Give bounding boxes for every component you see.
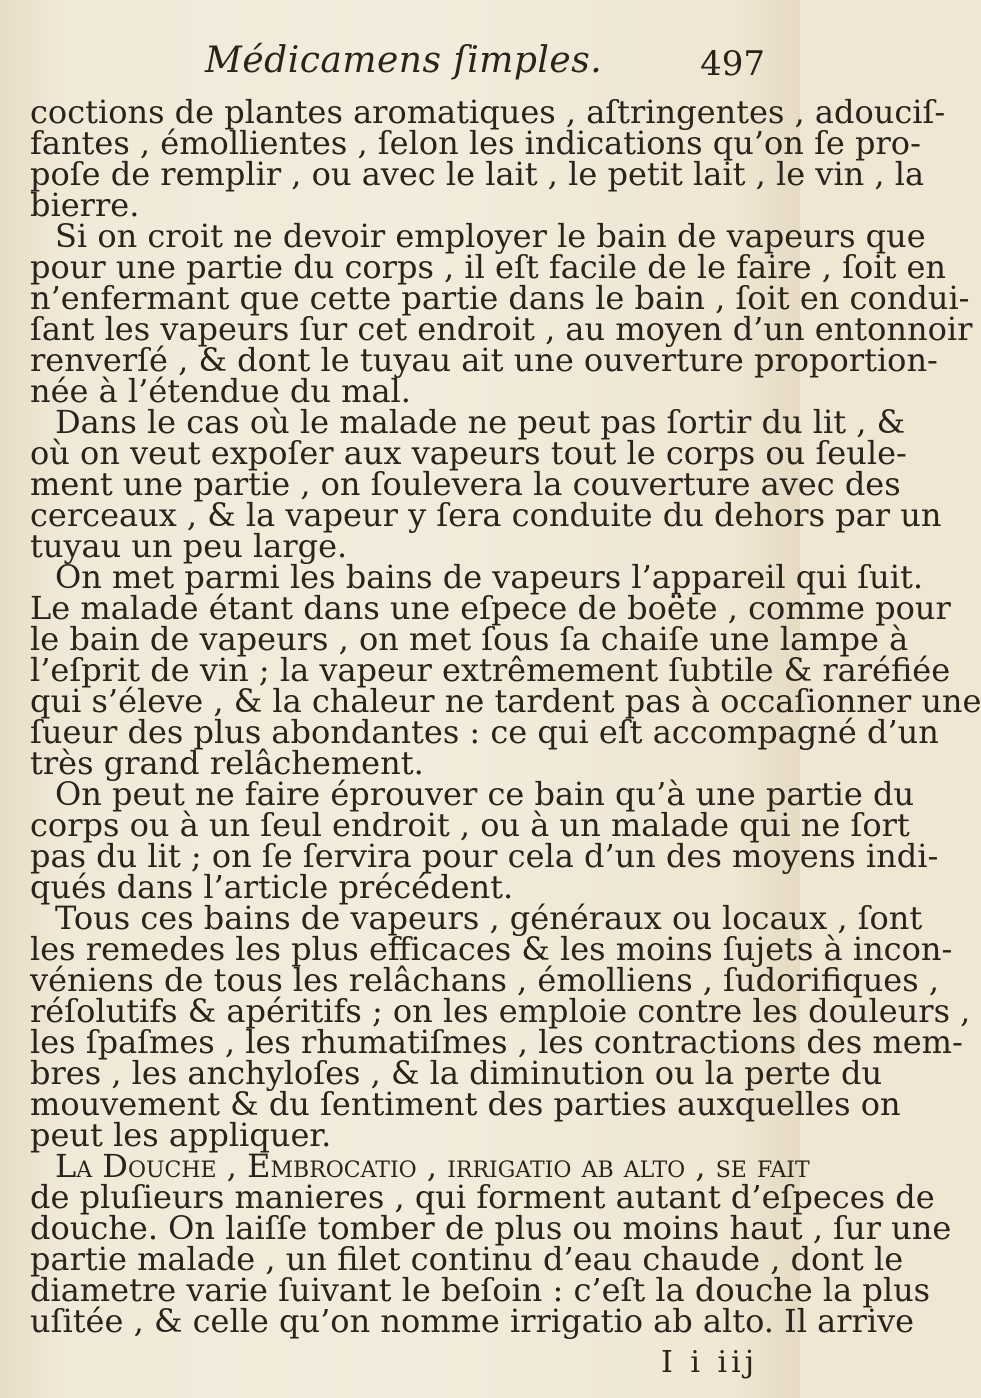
text-line: ſueur des plus abondantes : ce qui eſt accompagné d’un	[30, 713, 939, 751]
text-line: diametre varie ſuivant le beſoin : c’eſt la douche la plus	[30, 1271, 931, 1309]
text-line: Le malade étant dans une eſpece de boëte , comme pour	[30, 589, 951, 627]
text-line: les remedes les plus efficaces & les moins ſujets à incon-	[30, 930, 953, 968]
text-line: La Douche , Embrocatio , irrigatio ab alto , ſe fait	[55, 1147, 810, 1185]
text-line: douche. On laiſſe tomber de plus ou moins haut , ſur une	[30, 1209, 952, 1247]
text-line: pas du lit ; on ſe ſervira pour cela d’un des moyens indi-	[30, 837, 939, 875]
text-line: où on veut expoſer aux vapeurs tout le corps ou ſeule-	[30, 434, 907, 472]
page-header	[205, 40, 765, 90]
text-line: pour une partie du corps , il eſt facile de le faire , ſoit en	[30, 248, 947, 286]
text-line: Dans le cas où le malade ne peut pas ſortir du lit , &	[55, 403, 906, 441]
text-line: qui s’éleve , & la chaleur ne tardent pas à occaſionner une	[30, 682, 981, 720]
text-line: Si on croit ne devoir employer le bain de vapeurs que	[55, 217, 926, 255]
text-line: corps ou à un ſeul endroit , ou à un malade qui ne ſort	[30, 806, 910, 844]
page-number: 497	[700, 44, 765, 84]
text-line: véniens de tous les relâchans , émolliens , ſudorifiques ,	[30, 961, 939, 999]
signature-mark: I i iij	[661, 1345, 759, 1380]
text-line: uſitée , & celle qu’on nomme irrigatio ab alto. Il arrive	[30, 1302, 915, 1340]
text-line: le bain de vapeurs , on met ſous ſa chaiſe une lampe à	[30, 620, 909, 658]
text-line: renverſé , & dont le tuyau ait une ouverture proportion-	[30, 341, 938, 379]
text-line: cerceaux , & la vapeur y ſera conduite du dehors par un	[30, 496, 942, 534]
text-line: ſant les vapeurs ſur cet endroit , au moyen d’un entonnoir	[30, 310, 973, 348]
text-line: qués dans l’article précédent.	[30, 868, 514, 906]
text-line: de pluſieurs manieres , qui forment autant d’eſpeces de	[30, 1178, 935, 1216]
text-line: les ſpaſmes , les rhumatiſmes , les contractions des mem-	[30, 1023, 963, 1061]
text-line: coctions de plantes aromatiques , aſtringentes , adouciſ-	[30, 93, 946, 131]
text-line: peut les appliquer.	[30, 1116, 332, 1154]
text-line: ment une partie , on ſoulevera la couverture avec des	[30, 465, 901, 503]
text-line: partie malade , un filet continu d’eau chaude , dont le	[30, 1240, 904, 1278]
text-line: réſolutifs & apéritifs ; on les emploie contre les douleurs ,	[30, 992, 971, 1030]
text-line: fantes , émollientes , ſelon les indications qu’on ſe pro-	[30, 124, 921, 162]
text-line: On met parmi les bains de vapeurs l’appareil qui ſuit.	[55, 558, 923, 596]
text-line: On peut ne faire éprouver ce bain qu’à une partie du	[55, 775, 915, 813]
text-line: née à l’étendue du mal.	[30, 372, 411, 410]
text-line: bres , les anchyloſes , & la diminution ou la perte du	[30, 1054, 883, 1092]
text-line: l’eſprit de vin ; la vapeur extrêmement ſubtile & raréfiée	[30, 651, 951, 689]
text-line: n’enfermant que cette partie dans le bain , ſoit en condui-	[30, 279, 970, 317]
text-line: très grand relâchement.	[30, 744, 424, 782]
text-line: poſe de remplir , ou avec le lait , le petit lait , le vin , la	[30, 155, 925, 193]
text-line: tuyau un peu large.	[30, 527, 348, 565]
text-line: bierre.	[30, 186, 140, 224]
running-title: Médicamens ſimples.	[205, 40, 603, 81]
text-line: mouvement & du ſentiment des parties auxquelles on	[30, 1085, 901, 1123]
text-line: Tous ces bains de vapeurs , généraux ou locaux , ſont	[55, 899, 923, 937]
